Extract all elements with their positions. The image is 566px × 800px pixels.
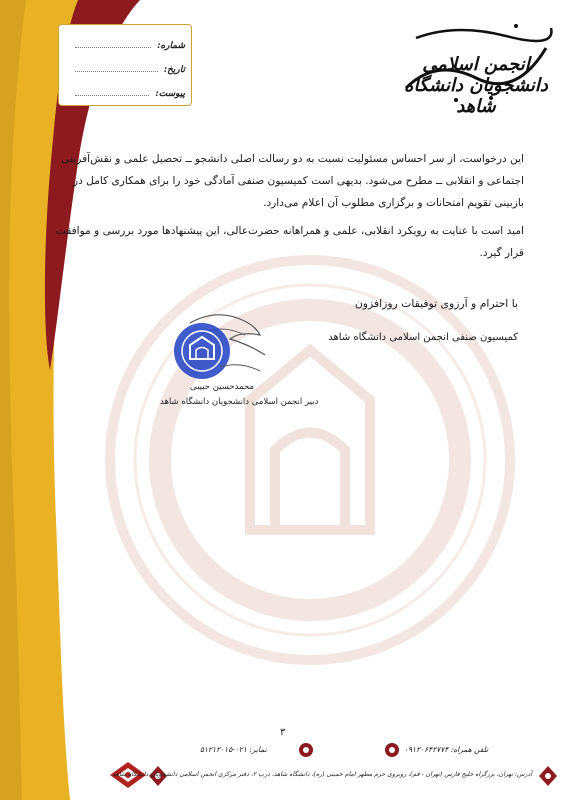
reference-box (58, 24, 192, 106)
footer-fax: نمابر: ۰۲۱-۵۱۲۱۲۰۱۵ (200, 745, 267, 754)
logo-text: انجمن اسلامی دانشجویان دانشگاه شاهد (404, 54, 548, 117)
closing-regards: با احترام و آرزوی توفیقات روزافزون (354, 297, 518, 310)
paragraph-line: امید است با عنایت به رویکرد انقلابی، علمی و همراهانه حضرت‌عالی، این پیشنهادها مورد بررسی و موافقت (55, 225, 524, 237)
page-number: ۳ (280, 727, 286, 738)
date-label: تاریخ: (163, 65, 185, 75)
footer-phone: تلفن همراه: ۰۹۱۲۰۶۴۲۷۷۴ (404, 745, 489, 754)
footer-ornament-icon (298, 742, 314, 758)
signatory-title: دبیر انجمن اسلامی دانشجویان دانشگاه شاهد (160, 397, 319, 407)
attachment-row (67, 81, 185, 99)
body-paragraph-1 (44, 148, 524, 214)
body-paragraph-2 (44, 220, 524, 264)
paragraph-line: بازبینی تقویم امتحانات و برگزاری مطلوب آن اعلام می‌دارد. (263, 197, 524, 209)
signatory-name: محمدحسین حبیبی (190, 382, 255, 392)
date-field (75, 70, 158, 72)
attachment-label: پیوست: (155, 89, 185, 99)
paragraph-line: قرار گیرد. (479, 247, 524, 259)
footer-ornament-icon (538, 765, 558, 787)
number-row (67, 33, 185, 51)
paragraph-line: این درخواست، از سر احساس مسئولیت نسبت به دو رسالت اصلی دانشجو ــ تحصیل علمی و نقش‌آفرینی (61, 153, 524, 165)
date-row (67, 57, 185, 75)
number-field (75, 46, 151, 48)
attachment-field (75, 94, 149, 96)
footer-ornament-icon (384, 742, 400, 758)
footer-address: آدرس: تهران، بزرگراه خلیج فارس (تهران - قم)، روبروی حرم مطهر امام خمینی (ره)، دانشگاه شاهد، درب ۲، دفتر مرکزی انجمن اسلامی دانشجویان دانشگاه شاهد (112, 771, 532, 778)
association-logo (396, 18, 556, 117)
signature-stamp (160, 305, 272, 385)
paragraph-line: اجتماعی و انقلابی ــ مطرح می‌شود. بدیهی است کمیسیون صنفی آمادگی خود را برای همکاری کامل در (72, 175, 524, 187)
number-label: شماره: (157, 41, 185, 51)
closing-signer: کمیسیون صنفی انجمن اسلامی دانشگاه شاهد (328, 332, 518, 343)
